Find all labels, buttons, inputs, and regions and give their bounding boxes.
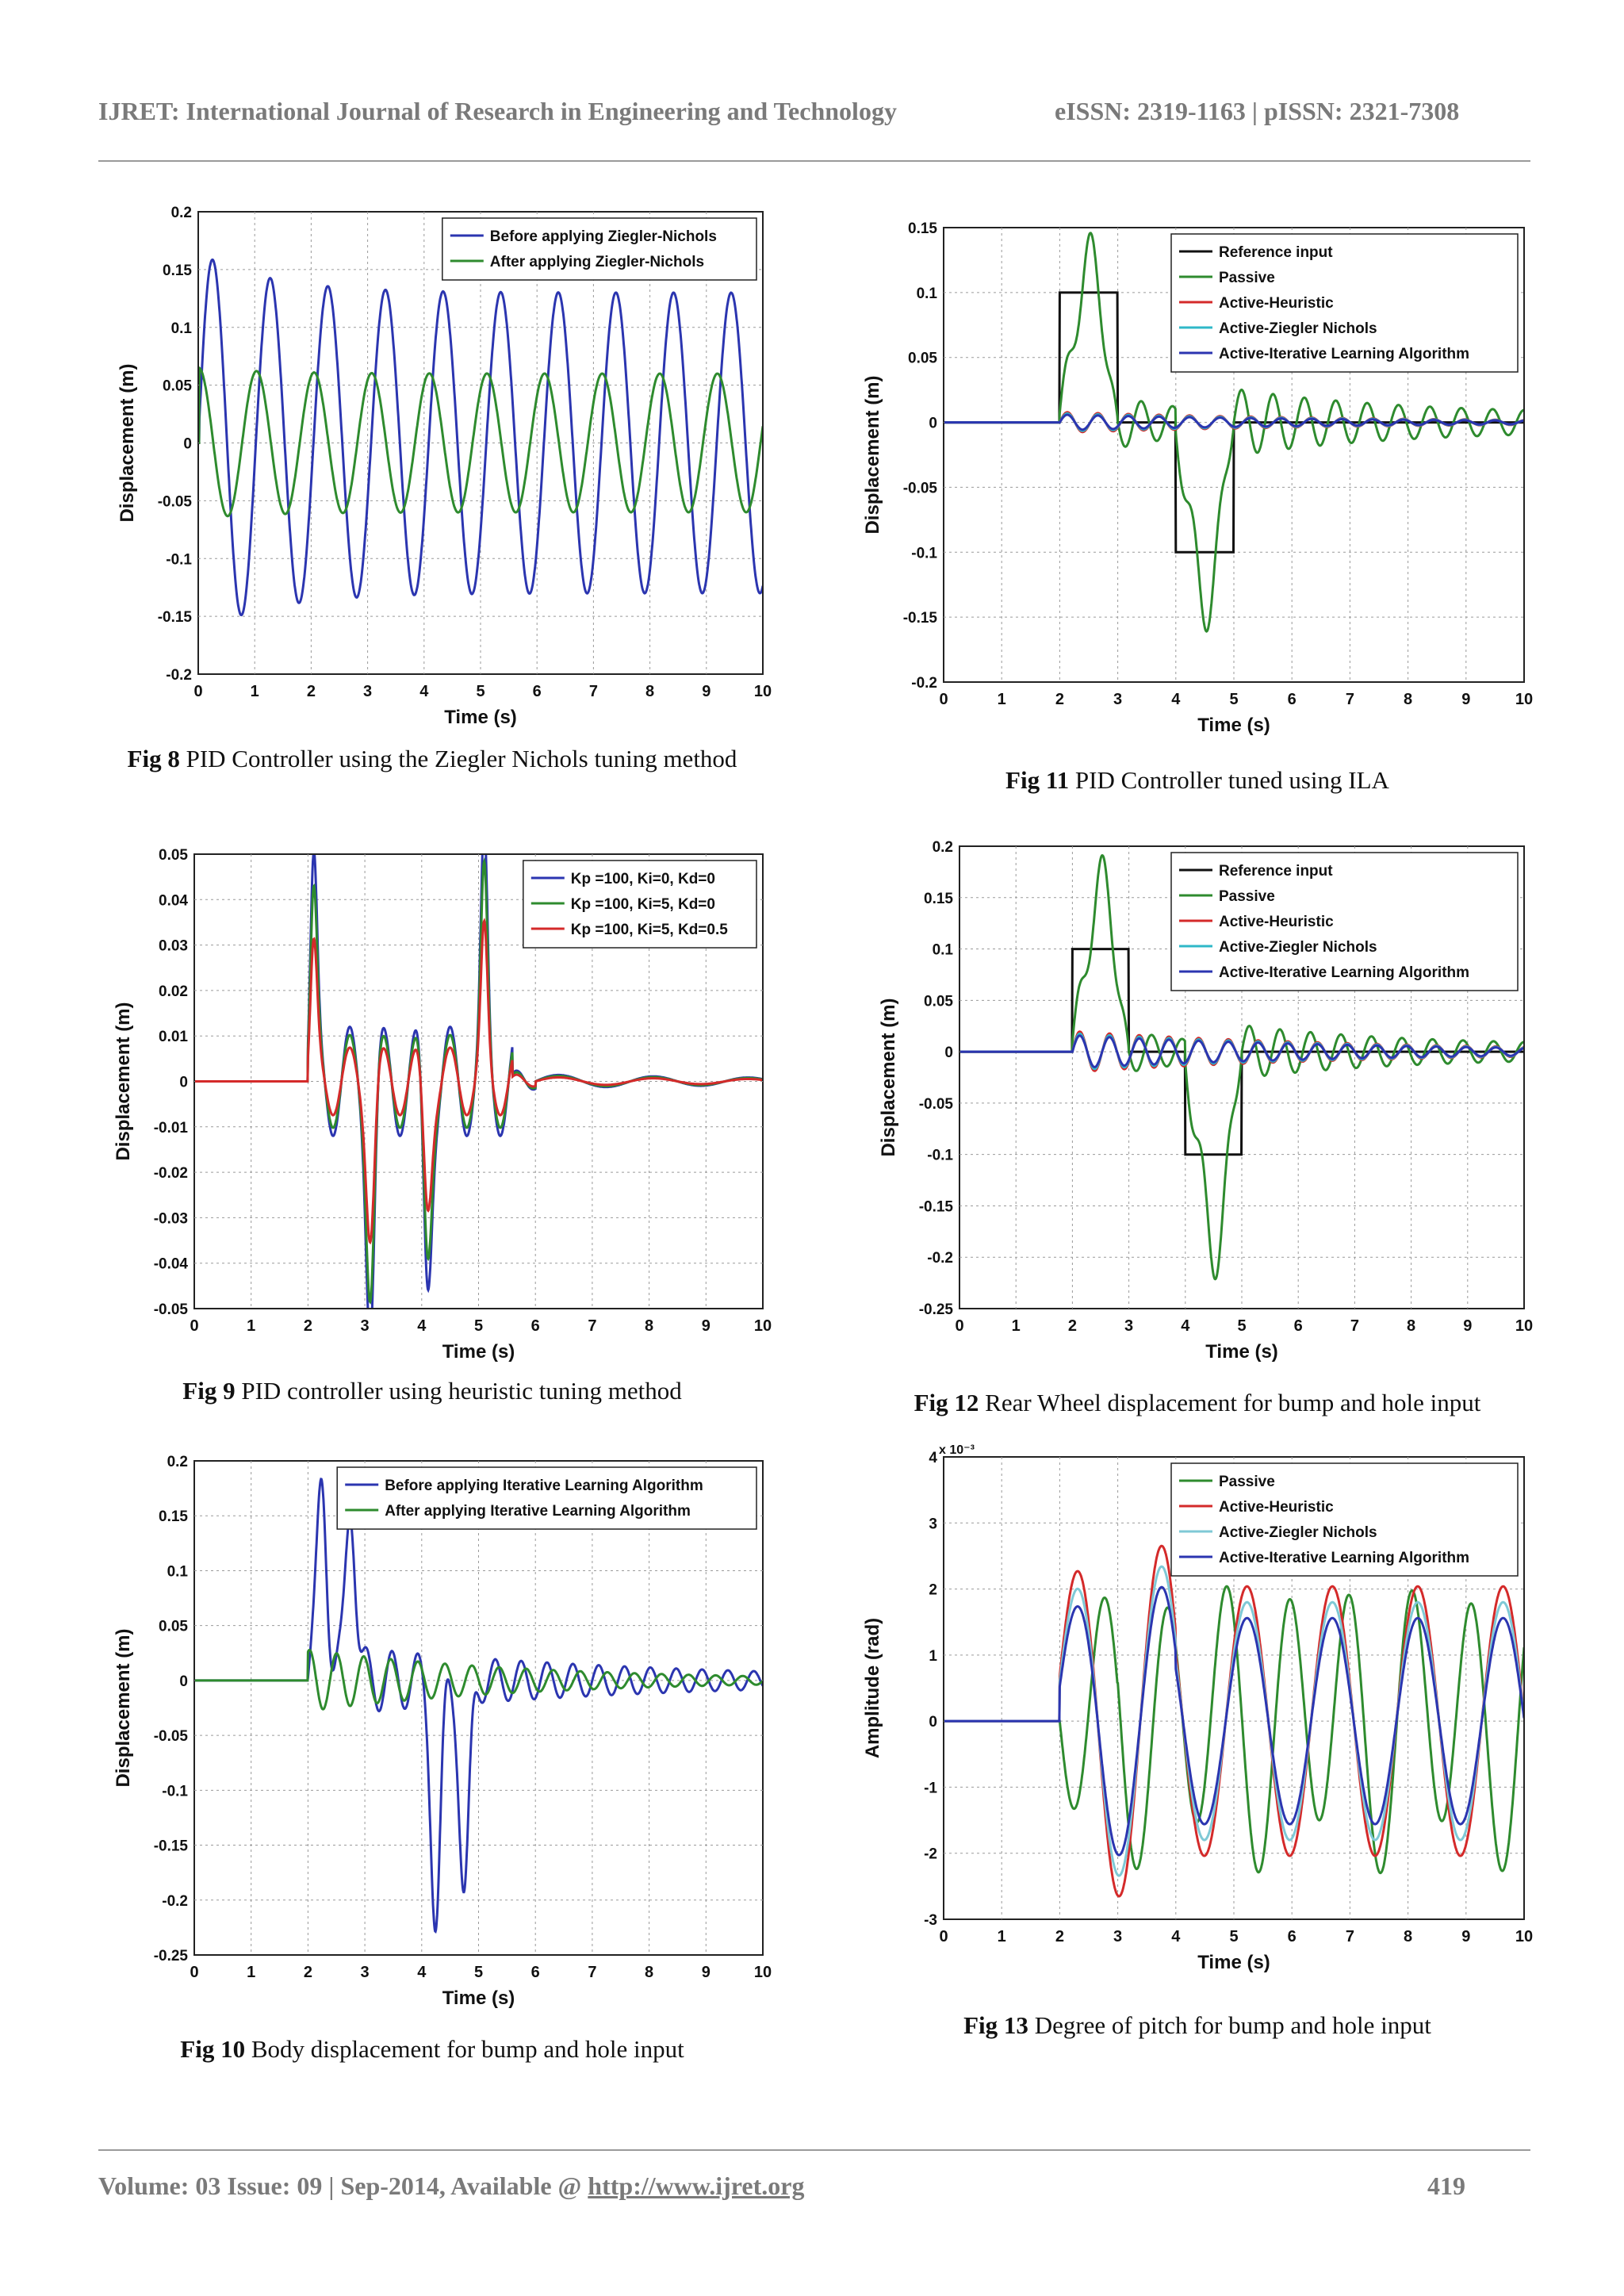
x-tick-label: 9 [1461, 1928, 1471, 1945]
x-tick-label: 8 [1407, 1317, 1416, 1335]
x-tick-label: 3 [1124, 1317, 1134, 1335]
y-tick-label: 0 [929, 415, 937, 432]
legend-label: After applying Ziegler-Nichols [489, 254, 705, 270]
x-tick-label: 6 [530, 1317, 540, 1335]
footer-rule [98, 2149, 1530, 2151]
x-tick-label: 1 [250, 683, 259, 700]
x-tick-label: 10 [1515, 1928, 1534, 1945]
x-tick-label: 4 [417, 1317, 427, 1335]
x-tick-label: 1 [1011, 1317, 1021, 1335]
legend-label: Reference input [1219, 863, 1333, 880]
x-tick-label: 8 [645, 683, 655, 700]
x-tick-label: 9 [701, 1317, 710, 1335]
y-tick-label: 0.05 [159, 1618, 188, 1635]
legend-label: Active-Heuristic [1219, 914, 1334, 930]
y-tick-label: 0.05 [159, 847, 188, 864]
legend-label: Active-Ziegler Nichols [1219, 320, 1377, 337]
chart-fig11 [856, 210, 1538, 757]
footer-text: Volume: 03 Issue: 09 | Sep-2014, Available @ http://www.ijret.org [98, 2171, 805, 2200]
x-tick-label: 2 [306, 683, 316, 700]
y-tick-label: -0.2 [162, 1892, 188, 1910]
x-tick-label: 5 [473, 1964, 484, 1981]
header-rule [98, 160, 1530, 162]
x-tick-label: 3 [360, 1964, 370, 1981]
x-tick-label: 3 [363, 683, 373, 700]
y-tick-label: 0.05 [163, 378, 192, 395]
y-tick-label: 0.1 [167, 1563, 188, 1581]
x-tick-label: 3 [360, 1317, 370, 1335]
y-tick-label: -0.05 [902, 480, 937, 497]
y-tick-label: 0.02 [159, 983, 188, 1000]
x-tick-label: 10 [1515, 1317, 1534, 1335]
legend-label: Kp =100, Ki=5, Kd=0 [570, 896, 715, 913]
y-tick-label: -0.2 [927, 1250, 953, 1267]
legend-label: Active-Ziegler Nichols [1219, 1524, 1377, 1541]
x-tick-label: 9 [701, 1964, 710, 1981]
x-tick-label: 4 [1171, 691, 1181, 708]
x-tick-label: 0 [939, 1928, 948, 1945]
caption-fig8: Fig 8 PID Controller using the Ziegler Nichols tuning method [127, 745, 737, 772]
y-tick-label: -0.15 [918, 1198, 953, 1216]
x-tick-label: 6 [1287, 1928, 1297, 1945]
y-tick-label: -0.05 [918, 1095, 953, 1113]
y-axis-label: Displacement (m) [862, 375, 883, 535]
x-tick-label: 6 [1287, 691, 1297, 708]
y-tick-label: -0.03 [153, 1210, 188, 1228]
x-tick-label: 5 [476, 683, 485, 700]
caption-fig10: Fig 10 Body displacement for bump and hole input [180, 2035, 684, 2063]
x-axis-label: Time (s) [1197, 1952, 1270, 1973]
y-tick-label: 0.15 [163, 262, 192, 279]
legend-label: Before applying Ziegler-Nichols [489, 228, 717, 245]
y-tick-label: -0.15 [153, 1838, 188, 1855]
page-number: 419 [1427, 2171, 1465, 2200]
y-tick-label: -1 [924, 1780, 937, 1797]
y-tick-label: 3 [929, 1516, 937, 1533]
x-tick-label: 7 [588, 683, 598, 700]
y-tick-label: -0.02 [153, 1165, 188, 1182]
y-multiplier: x 10⁻³ [939, 1443, 975, 1457]
y-tick-label: 2 [929, 1581, 937, 1599]
y-tick-label: -0.25 [153, 1948, 188, 1964]
y-tick-label: 0.05 [924, 993, 953, 1010]
x-axis-label: Time (s) [1205, 1341, 1278, 1363]
x-tick-label: 2 [303, 1317, 312, 1335]
x-tick-label: 3 [1113, 691, 1123, 708]
y-tick-label: -0.2 [911, 675, 937, 692]
y-tick-label: 0.2 [932, 839, 953, 856]
legend-box [337, 1467, 756, 1529]
x-tick-label: 4 [419, 683, 429, 700]
y-tick-label: 0.1 [932, 941, 953, 959]
y-axis-label: Amplitude (rad) [862, 1617, 883, 1759]
y-axis-label: Displacement (m) [113, 1002, 134, 1161]
y-tick-label: -3 [924, 1912, 937, 1929]
y-tick-label: 0.03 [159, 937, 188, 955]
legend-label: Passive [1219, 888, 1275, 905]
x-tick-label: 4 [417, 1964, 427, 1981]
legend-label: Active-Iterative Learning Algorithm [1219, 1550, 1470, 1566]
x-tick-label: 7 [588, 1964, 597, 1981]
y-tick-label: -0.01 [153, 1119, 188, 1137]
legend-label: Reference input [1219, 244, 1333, 261]
journal-header: IJRET: International Journal of Research in Engineering and Technology [98, 97, 897, 125]
x-tick-label: 5 [1229, 691, 1239, 708]
x-tick-label: 2 [1055, 691, 1064, 708]
x-tick-label: 6 [532, 683, 542, 700]
x-axis-label: Time (s) [444, 707, 517, 728]
x-tick-label: 2 [1067, 1317, 1077, 1335]
x-tick-label: 3 [1113, 1928, 1123, 1945]
x-tick-label: 7 [1345, 1928, 1354, 1945]
x-axis-label: Time (s) [1197, 715, 1270, 736]
y-tick-label: -0.15 [157, 609, 192, 627]
y-tick-label: -0.1 [927, 1147, 953, 1164]
x-tick-label: 9 [1463, 1317, 1473, 1335]
x-axis-label: Time (s) [442, 1341, 515, 1363]
y-tick-label: 0.1 [916, 285, 937, 302]
y-tick-label: 0.01 [159, 1029, 188, 1046]
chart-fig9 [107, 837, 777, 1384]
y-tick-label: 0.15 [924, 890, 953, 907]
y-tick-label: 0 [944, 1045, 953, 1062]
x-tick-label: 10 [753, 1964, 772, 1981]
legend-label: After applying Iterative Learning Algorithm [385, 1503, 691, 1520]
y-tick-label: -0.05 [153, 1301, 188, 1318]
x-tick-label: 8 [1404, 1928, 1413, 1945]
legend-box [442, 218, 756, 280]
legend-label: Active-Heuristic [1219, 1499, 1334, 1516]
y-tick-label: 4 [929, 1450, 937, 1466]
chart-fig12 [872, 829, 1538, 1384]
caption-fig9: Fig 9 PID controller using heuristic tuning method [182, 1377, 682, 1405]
legend-label: Active-Heuristic [1219, 295, 1334, 312]
x-tick-label: 8 [645, 1317, 654, 1335]
x-tick-label: 9 [702, 683, 711, 700]
y-tick-label: -0.04 [153, 1255, 188, 1273]
y-tick-label: -0.1 [166, 551, 192, 569]
legend-label: Active-Iterative Learning Algorithm [1219, 346, 1470, 362]
y-tick-label: -0.05 [153, 1728, 188, 1746]
y-tick-label: 0 [929, 1714, 937, 1731]
y-tick-label: -0.1 [162, 1783, 188, 1800]
caption-fig12: Fig 12 Rear Wheel displacement for bump and hole input [914, 1389, 1481, 1416]
x-axis-label: Time (s) [442, 1987, 515, 2009]
x-tick-label: 0 [955, 1317, 964, 1335]
x-tick-label: 0 [190, 1317, 199, 1335]
x-tick-label: 4 [1171, 1928, 1181, 1945]
y-tick-label: -2 [924, 1846, 937, 1863]
x-tick-label: 8 [1404, 691, 1413, 708]
x-tick-label: 4 [1181, 1317, 1190, 1335]
y-tick-label: 0 [183, 435, 192, 453]
y-tick-label: 0.15 [159, 1508, 188, 1526]
legend-label: Passive [1219, 270, 1275, 286]
x-tick-label: 7 [1350, 1317, 1359, 1335]
x-tick-label: 1 [247, 1964, 256, 1981]
footer-link[interactable]: http://www.ijret.org [588, 2171, 805, 2200]
legend-label: Kp =100, Ki=0, Kd=0 [570, 871, 715, 887]
y-tick-label: 0 [179, 1673, 188, 1690]
x-tick-label: 2 [1055, 1928, 1064, 1945]
y-tick-label: 0 [179, 1074, 188, 1091]
x-tick-label: 2 [303, 1964, 312, 1981]
y-tick-label: -0.25 [918, 1301, 953, 1318]
y-tick-label: -0.05 [157, 493, 192, 511]
y-tick-label: 0.2 [167, 1454, 188, 1470]
y-tick-label: 0.1 [170, 320, 192, 337]
y-tick-label: -0.1 [911, 545, 937, 562]
legend-label: Kp =100, Ki=5, Kd=0.5 [570, 922, 728, 938]
x-tick-label: 7 [1345, 691, 1354, 708]
x-tick-label: 5 [1237, 1317, 1247, 1335]
chart-fig8 [111, 194, 777, 749]
x-tick-label: 0 [193, 683, 203, 700]
x-tick-label: 6 [530, 1964, 540, 1981]
x-tick-label: 10 [1515, 691, 1534, 708]
y-tick-label: 0.04 [159, 892, 188, 910]
x-tick-label: 0 [190, 1964, 199, 1981]
issn-header: eISSN: 2319-1163 | pISSN: 2321-7308 [1055, 97, 1460, 125]
x-tick-label: 10 [753, 1317, 772, 1335]
chart-fig13 [856, 1439, 1538, 1995]
x-tick-label: 0 [939, 691, 948, 708]
x-tick-label: 7 [588, 1317, 597, 1335]
x-tick-label: 5 [473, 1317, 484, 1335]
y-tick-label: 0.05 [908, 350, 937, 367]
y-axis-label: Displacement (m) [878, 998, 899, 1157]
x-tick-label: 6 [1293, 1317, 1303, 1335]
x-tick-label: 1 [247, 1317, 256, 1335]
legend-label: Active-Ziegler Nichols [1219, 939, 1377, 956]
chart-fig10 [107, 1443, 777, 2030]
y-axis-label: Displacement (m) [113, 1628, 134, 1788]
y-tick-label: 0.15 [908, 220, 937, 237]
x-tick-label: 1 [997, 1928, 1006, 1945]
y-tick-label: 1 [929, 1647, 937, 1665]
y-tick-label: 0.2 [170, 205, 192, 221]
legend-label: Before applying Iterative Learning Algorithm [385, 1478, 703, 1494]
x-tick-label: 8 [645, 1964, 654, 1981]
y-tick-label: -0.2 [166, 667, 192, 684]
y-axis-label: Displacement (m) [117, 363, 138, 523]
y-tick-label: -0.15 [902, 610, 937, 627]
legend-label: Active-Iterative Learning Algorithm [1219, 964, 1470, 981]
legend-label: Passive [1219, 1474, 1275, 1490]
x-tick-label: 9 [1461, 691, 1471, 708]
x-tick-label: 1 [997, 691, 1006, 708]
x-tick-label: 5 [1229, 1928, 1239, 1945]
x-tick-label: 10 [753, 683, 772, 700]
caption-fig11: Fig 11 PID Controller tuned using ILA [1005, 766, 1389, 794]
caption-fig13: Fig 13 Degree of pitch for bump and hole input [963, 2011, 1431, 2039]
